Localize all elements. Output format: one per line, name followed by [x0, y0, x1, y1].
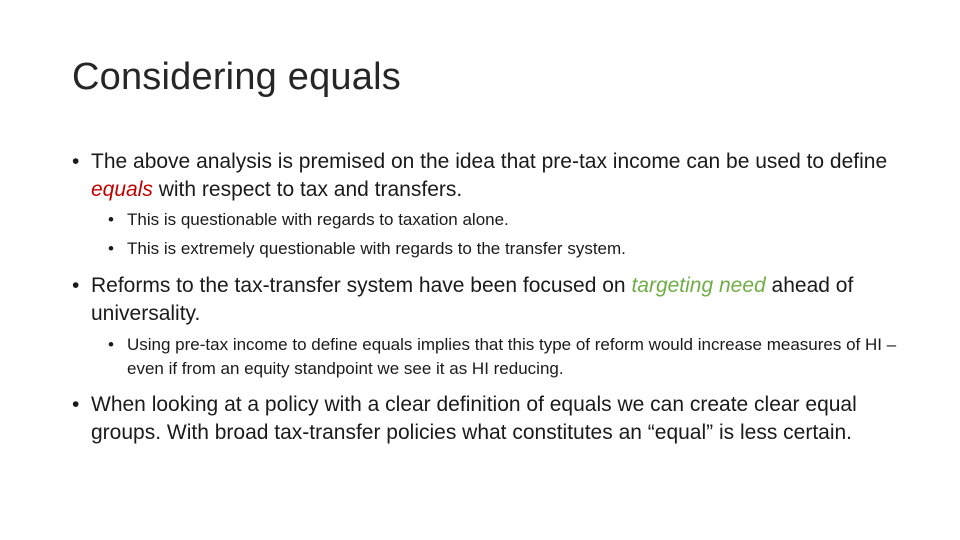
bullet-3: [72, 391, 892, 447]
slide-title: Considering equals: [72, 56, 401, 98]
bullet-1-sub-2: [108, 237, 898, 261]
bullet-1-sub-2-text: This is extremely questionable with regards to the transfer system.: [127, 239, 626, 258]
bullet-3-text: When looking at a policy with a clear definition of equals we can create clear equal groups. With broad tax-transfer policies what constitutes an “equal” is less certain.: [91, 393, 857, 444]
bullet-2-emphasis: targeting need: [631, 274, 766, 297]
bullet-2-sub-1: [108, 333, 898, 381]
bullet-1-emphasis: equals: [91, 178, 153, 201]
bullet-dot: •: [72, 150, 80, 173]
bullet-2-text: [91, 272, 892, 328]
bullet-2-text-pre: Reforms to the tax-transfer system have been focused on: [91, 274, 632, 297]
bullet-2-sub-1-text: Using pre-tax income to define equals implies that this type of reform would increase measures of HI – even if from an equity standpoint we see it as HI reducing.: [127, 335, 897, 378]
bullet-1-text-post: with respect to tax and transfers.: [152, 178, 463, 201]
bullet-1-text: [91, 148, 892, 204]
bullet-2: [72, 272, 892, 328]
bullet-dot: •: [72, 274, 80, 297]
bullet-1: [72, 148, 892, 204]
bullet-dot: •: [108, 335, 114, 354]
bullet-dot: •: [108, 210, 114, 229]
bullet-1-sub-1: [108, 208, 898, 232]
bullet-1-text-pre: The above analysis is premised on the idea that pre-tax income can be used to define: [91, 150, 888, 173]
bullet-dot: •: [108, 239, 114, 258]
bullet-dot: •: [72, 393, 80, 416]
bullet-2-text-post: ahead of universality.: [91, 274, 854, 325]
bullet-1-sub-1-text: This is questionable with regards to taxation alone.: [127, 210, 509, 229]
